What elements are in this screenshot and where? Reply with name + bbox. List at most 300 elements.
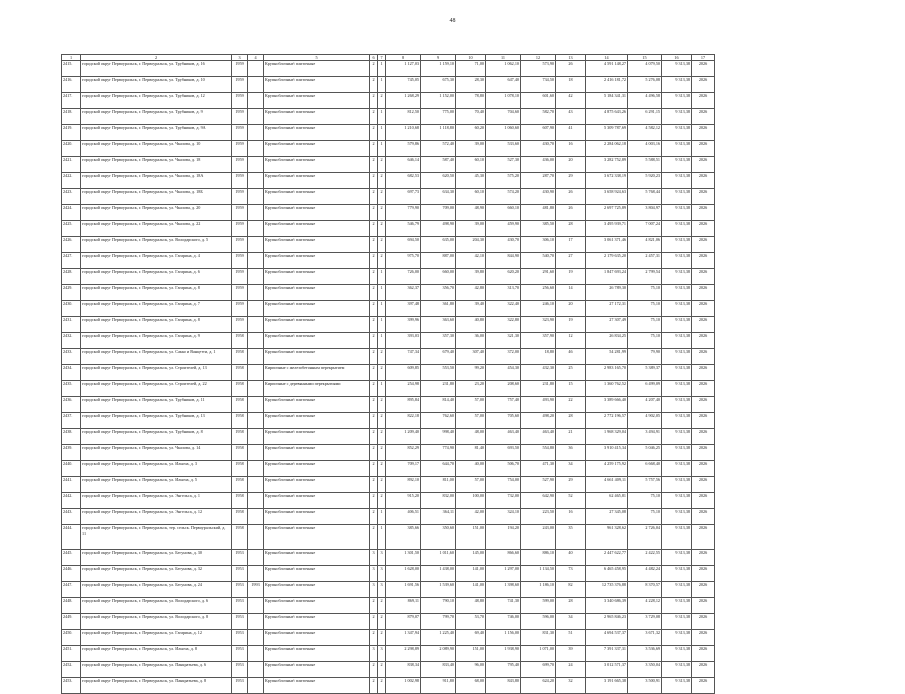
unit-cost-cell: 5 768,44 — [628, 189, 662, 205]
residents-cell: 18 — [556, 77, 586, 93]
entrances-cell: 2 — [378, 221, 386, 237]
floors-cell: 2 — [370, 445, 378, 461]
owned-area-cell: 430,90 — [521, 189, 556, 205]
wall-material-cell: Крупноблочные\ плиточные — [264, 598, 370, 614]
unit-cost-cell: 2 726,04 — [628, 525, 662, 550]
floors-cell: 2 — [370, 125, 378, 141]
owned-area-cell: 527,90 — [521, 477, 556, 493]
build-year-cell: 1959 — [232, 237, 248, 253]
floors-cell: 2 — [370, 205, 378, 221]
entrances-cell: 1 — [378, 109, 386, 125]
reconstruction-year-cell — [248, 566, 264, 582]
build-year-cell: 1958 — [232, 365, 248, 381]
column-number-cell: 11 — [486, 55, 521, 61]
floors-cell: 2 — [370, 61, 378, 77]
residential-area-cell: 1 938,90 — [486, 646, 521, 662]
entrances-cell: 2 — [378, 429, 386, 445]
owned-area-cell: 481,80 — [521, 205, 556, 221]
max-unit-cost-cell: 9 313,38 — [662, 678, 692, 694]
nonresidential-area-cell: 60,10 — [456, 189, 486, 205]
build-year-cell: 1959 — [232, 141, 248, 157]
owned-area-cell: 323,90 — [521, 317, 556, 333]
plan-year-cell: 2026 — [692, 173, 715, 189]
row-number-cell: 2450. — [62, 630, 81, 646]
row-number-cell: 2445. — [62, 550, 81, 566]
total-area-cell: 406,51 — [386, 509, 421, 525]
address-cell: городской округ Первоуральск, г. Первоуральск, ул. Чкалова, д. 14 — [81, 445, 232, 461]
wall-material-cell: Крупноблочные\ плиточные — [264, 253, 370, 269]
residents-cell: 82 — [556, 582, 586, 598]
cost-cell: 1 360 762,52 — [586, 381, 628, 397]
max-unit-cost-cell: 9 313,38 — [662, 550, 692, 566]
cost-cell: 2 447 622,77 — [586, 550, 628, 566]
reconstruction-year-cell — [248, 598, 264, 614]
unit-cost-cell: 79,90 — [628, 349, 662, 365]
nonresidential-area-cell: 42,80 — [456, 285, 486, 301]
entrances-cell: 2 — [378, 477, 386, 493]
unit-cost-cell: 7 007,24 — [628, 221, 662, 237]
row-number-cell: 2435. — [62, 381, 81, 397]
build-year-cell: 1953 — [232, 630, 248, 646]
cost-cell: 4 875 643,26 — [586, 109, 628, 125]
premises-area-cell: 2 089,90 — [421, 646, 456, 662]
premises-area-cell: 1 438,00 — [421, 566, 456, 582]
entrances-cell: 1 — [378, 381, 386, 397]
address-cell: городской округ Первоуральск, г. Первоуральск, ул. Гагарина, д. 12 — [81, 630, 232, 646]
entrances-cell: 3 — [378, 550, 386, 566]
premises-area-cell: 350,60 — [421, 525, 456, 550]
reconstruction-year-cell — [248, 61, 264, 77]
residents-cell: 36 — [556, 445, 586, 461]
entrances-cell: 2 — [378, 173, 386, 189]
nonresidential-area-cell: 151,00 — [456, 646, 486, 662]
nonresidential-area-cell: 53,70 — [456, 614, 486, 630]
floors-cell: 2 — [370, 397, 378, 413]
max-unit-cost-cell: 9 313,38 — [662, 285, 692, 301]
build-year-cell: 1953 — [232, 678, 248, 694]
total-area-cell: 895,84 — [386, 397, 421, 413]
owned-area-cell: 1 186,10 — [521, 582, 556, 598]
wall-material-cell: Крупноблочные\ плиточные — [264, 493, 370, 509]
plan-year-cell: 2026 — [692, 157, 715, 173]
unit-cost-cell: 2 799,54 — [628, 269, 662, 285]
cost-cell: 2 179 635,20 — [586, 253, 628, 269]
floors-cell: 2 — [370, 598, 378, 614]
plan-year-cell: 2026 — [692, 285, 715, 301]
floors-cell: 2 — [370, 285, 378, 301]
residential-area-cell: 1 156,00 — [486, 630, 521, 646]
residents-cell: 28 — [556, 413, 586, 429]
table-row — [62, 253, 715, 269]
nonresidential-area-cell: 68,00 — [456, 678, 486, 694]
residents-cell: 22 — [556, 397, 586, 413]
reconstruction-year-cell — [248, 349, 264, 365]
build-year-cell: 1953 — [232, 614, 248, 630]
nonresidential-area-cell: 42,00 — [456, 509, 486, 525]
wall-material-cell: Крупноблочные\ плиточные — [264, 77, 370, 93]
build-year-cell: 1959 — [232, 109, 248, 125]
unit-cost-cell: 5 920,23 — [628, 173, 662, 189]
total-area-cell: 779,90 — [386, 205, 421, 221]
wall-material-cell: Крупноблочные\ плиточные — [264, 221, 370, 237]
floors-cell: 2 — [370, 365, 378, 381]
unit-cost-cell: 5 588,51 — [628, 157, 662, 173]
max-unit-cost-cell: 9 313,38 — [662, 646, 692, 662]
cost-cell: 27 345,08 — [586, 509, 628, 525]
floors-cell: 2 — [370, 189, 378, 205]
row-number-cell: 2418. — [62, 109, 81, 125]
reconstruction-year-cell — [248, 550, 264, 566]
cost-cell: 3 495 939,71 — [586, 221, 628, 237]
table-row — [62, 493, 715, 509]
reconstruction-year-cell — [248, 285, 264, 301]
plan-year-cell: 2026 — [692, 397, 715, 413]
entrances-cell: 2 — [378, 157, 386, 173]
nonresidential-area-cell: 40,80 — [456, 317, 486, 333]
premises-area-cell: 635,00 — [421, 237, 456, 253]
reconstruction-year-cell — [248, 173, 264, 189]
residents-cell: 16 — [556, 509, 586, 525]
wall-material-cell: Крупноблочные\ плиточные — [264, 205, 370, 221]
residents-cell: 32 — [556, 678, 586, 694]
unit-cost-cell: 5 276,08 — [628, 77, 662, 93]
residents-cell: 26 — [556, 189, 586, 205]
owned-area-cell: 430,70 — [521, 141, 556, 157]
build-year-cell: 1959 — [232, 269, 248, 285]
table-row — [62, 173, 715, 189]
column-number-cell: 15 — [628, 55, 662, 61]
floors-cell: 3 — [370, 566, 378, 582]
premises-area-cell: 357,30 — [421, 333, 456, 349]
cost-cell: 4 259 175,92 — [586, 461, 628, 477]
address-cell: городской округ Первоуральск, г. Первоуральск, ул. Трубников, д. 10 — [81, 77, 232, 93]
cost-cell: 1 847 693,24 — [586, 269, 628, 285]
total-area-cell: 254,98 — [386, 381, 421, 397]
plan-year-cell: 2026 — [692, 221, 715, 237]
reconstruction-year-cell — [248, 301, 264, 317]
reconstruction-year-cell — [248, 141, 264, 157]
cost-cell: 3 910 415,34 — [586, 445, 628, 461]
reconstruction-year-cell — [248, 93, 264, 109]
floors-cell: 2 — [370, 157, 378, 173]
row-number-cell: 2453. — [62, 678, 81, 694]
row-number-cell: 2441. — [62, 477, 81, 493]
owned-area-cell: 223,50 — [521, 509, 556, 525]
max-unit-cost-cell: 9 313,38 — [662, 317, 692, 333]
unit-cost-cell: 75,10 — [628, 317, 662, 333]
column-number-cell: 16 — [662, 55, 692, 61]
nonresidential-area-cell: 60,10 — [456, 157, 486, 173]
cost-cell: 1 968 329,04 — [586, 429, 628, 445]
entrances-cell: 3 — [378, 646, 386, 662]
floors-cell: 2 — [370, 429, 378, 445]
row-number-cell: 2431. — [62, 317, 81, 333]
residents-cell: 46 — [556, 349, 586, 365]
entrances-cell: 1 — [378, 61, 386, 77]
max-unit-cost-cell: 9 313,38 — [662, 397, 692, 413]
address-cell: городской округ Первоуральск, г. Первоуральск, ул. Гагарина, д. 6 — [81, 269, 232, 285]
premises-area-cell: 775,00 — [421, 109, 456, 125]
max-unit-cost-cell: 9 313,38 — [662, 301, 692, 317]
residential-area-cell: 1 078,10 — [486, 93, 521, 109]
residential-area-cell: 620,20 — [486, 269, 521, 285]
residential-area-cell: 1 398,60 — [486, 582, 521, 598]
address-cell: городской округ Первоуральск, г. Первоуральск, ул. Ильича, д. 8 — [81, 646, 232, 662]
unit-cost-cell: 4 582,12 — [628, 125, 662, 141]
address-cell: городской округ Первоуральск, г. Первоуральск, ул. Энгельса, д. 1 — [81, 493, 232, 509]
reconstruction-year-cell — [248, 365, 264, 381]
unit-cost-cell: 3 729,08 — [628, 614, 662, 630]
residential-area-cell: 459,90 — [486, 221, 521, 237]
residential-area-cell: 322,80 — [486, 317, 521, 333]
plan-year-cell: 2026 — [692, 525, 715, 550]
premises-area-cell: 634,30 — [421, 189, 456, 205]
residents-cell: 17 — [556, 237, 586, 253]
plan-year-cell: 2026 — [692, 269, 715, 285]
residents-cell: 19 — [556, 269, 586, 285]
max-unit-cost-cell: 9 313,38 — [662, 525, 692, 550]
cost-cell: 6 465 458,95 — [586, 566, 628, 582]
plan-year-cell: 2026 — [692, 413, 715, 429]
address-cell: городской округ Первоуральск, г. Первоуральск, ул. Гагарина, д. 8 — [81, 317, 232, 333]
premises-area-cell: 790,10 — [421, 598, 456, 614]
reconstruction-year-cell — [248, 189, 264, 205]
row-number-cell: 2436. — [62, 397, 81, 413]
residents-cell: 52 — [556, 493, 586, 509]
residents-cell: 73 — [556, 566, 586, 582]
cost-cell: 3 061 371,46 — [586, 237, 628, 253]
floors-cell: 2 — [370, 678, 378, 694]
column-number-cell: 14 — [586, 55, 628, 61]
row-number-cell: 2433. — [62, 349, 81, 365]
nonresidential-area-cell: 96,00 — [456, 662, 486, 678]
max-unit-cost-cell: 9 313,38 — [662, 205, 692, 221]
row-number-cell: 2424. — [62, 205, 81, 221]
table-row — [62, 662, 715, 678]
floors-cell: 2 — [370, 630, 378, 646]
build-year-cell: 1959 — [232, 157, 248, 173]
unit-cost-cell: 2 422,55 — [628, 550, 662, 566]
nonresidential-area-cell: 81,40 — [456, 445, 486, 461]
reconstruction-year-cell — [248, 525, 264, 550]
residential-area-cell: 321,30 — [486, 333, 521, 349]
max-unit-cost-cell: 9 313,38 — [662, 237, 692, 253]
residents-cell: 35 — [556, 525, 586, 550]
cost-cell: 54 281,99 — [586, 349, 628, 365]
owned-area-cell: 554,80 — [521, 445, 556, 461]
residential-area-cell: 1 060,60 — [486, 125, 521, 141]
floors-cell: 2 — [370, 614, 378, 630]
wall-material-cell: Крупноблочные\ плиточные — [264, 477, 370, 493]
nonresidential-area-cell: 23,20 — [456, 381, 486, 397]
build-year-cell: 1959 — [232, 205, 248, 221]
total-area-cell: 546,79 — [386, 221, 421, 237]
max-unit-cost-cell: 9 313,38 — [662, 566, 692, 582]
build-year-cell: 1958 — [232, 493, 248, 509]
wall-material-cell: Крупноблочные\ плиточные — [264, 125, 370, 141]
plan-year-cell: 2026 — [692, 189, 715, 205]
table-row — [62, 397, 715, 413]
total-area-cell: 385,66 — [386, 525, 421, 550]
max-unit-cost-cell: 9 313,38 — [662, 157, 692, 173]
table-row — [62, 365, 715, 381]
residents-cell: 21 — [556, 429, 586, 445]
premises-area-cell: 587,40 — [421, 157, 456, 173]
nonresidential-area-cell: 204,30 — [456, 237, 486, 253]
total-area-cell: 2 298,89 — [386, 646, 421, 662]
premises-area-cell: 1 011,60 — [421, 550, 456, 566]
address-cell: городской округ Первоуральск, г. Первоуральск, ул. Чкалова, д. 18 — [81, 157, 232, 173]
row-number-cell: 2415. — [62, 61, 81, 77]
address-cell: городской округ Первоуральск, г. Первоуральск, ул. Чкалова, д. 20 — [81, 205, 232, 221]
address-cell: городской округ Первоуральск, г. Первоуральск, ул. Чкалова, д. 18А — [81, 173, 232, 189]
nonresidential-area-cell: 28,30 — [456, 77, 486, 93]
build-year-cell: 1958 — [232, 381, 248, 397]
cost-cell: 27 307,49 — [586, 317, 628, 333]
reconstruction-year-cell — [248, 662, 264, 678]
column-number-cell: 7 — [378, 55, 386, 61]
nonresidential-area-cell: 39,40 — [456, 301, 486, 317]
premises-area-cell: 675,30 — [421, 77, 456, 93]
address-cell: городской округ Первоуральск, г. Первоуральск, ул. Бегунова, д. 30 — [81, 550, 232, 566]
owned-area-cell: 1 071,00 — [521, 646, 556, 662]
build-year-cell: 1958 — [232, 349, 248, 365]
address-cell: городской округ Первоуральск, г. Первоуральск, ул. Гагарина, д. 9 — [81, 333, 232, 349]
max-unit-cost-cell: 9 313,38 — [662, 173, 692, 189]
premises-area-cell: 911,80 — [421, 678, 456, 694]
entrances-cell: 2 — [378, 349, 386, 365]
plan-year-cell: 2026 — [692, 662, 715, 678]
premises-area-cell: 774,90 — [421, 445, 456, 461]
max-unit-cost-cell: 9 313,38 — [662, 269, 692, 285]
table-row — [62, 477, 715, 493]
max-unit-cost-cell: 9 313,38 — [662, 221, 692, 237]
column-number-cell: 10 — [456, 55, 486, 61]
entrances-cell: 2 — [378, 598, 386, 614]
plan-year-cell: 2026 — [692, 614, 715, 630]
cost-cell: 961 328,62 — [586, 525, 628, 550]
total-area-cell: 1 268,29 — [386, 93, 421, 109]
plan-year-cell: 2026 — [692, 61, 715, 77]
max-unit-cost-cell: 9 313,38 — [662, 598, 692, 614]
unit-cost-cell: 5 046,25 — [628, 445, 662, 461]
residential-area-cell: 454,30 — [486, 365, 521, 381]
floors-cell: 2 — [370, 509, 378, 525]
entrances-cell: 2 — [378, 493, 386, 509]
wall-material-cell: Кирпичные с деревянными перекрытиями — [264, 381, 370, 397]
address-cell: городской округ Первоуральск, г. Первоуральск, ул. Ильича, д. 5 — [81, 477, 232, 493]
premises-area-cell: 572,40 — [421, 141, 456, 157]
row-number-cell: 2422. — [62, 173, 81, 189]
total-area-cell: 879,07 — [386, 614, 421, 630]
premises-area-cell: 1 539,60 — [421, 582, 456, 598]
table-row — [62, 333, 715, 349]
cost-cell: 5 309 787,69 — [586, 125, 628, 141]
row-number-cell: 2423. — [62, 189, 81, 205]
reconstruction-year-cell — [248, 413, 264, 429]
unit-cost-cell: 4 482,24 — [628, 566, 662, 582]
owned-area-cell: 432,30 — [521, 365, 556, 381]
floors-cell: 2 — [370, 662, 378, 678]
premises-area-cell: 832,00 — [421, 493, 456, 509]
table-row — [62, 237, 715, 253]
plan-year-cell: 2026 — [692, 477, 715, 493]
table-row — [62, 317, 715, 333]
row-number-cell: 2447. — [62, 582, 81, 598]
unit-cost-cell: 3 804,97 — [628, 205, 662, 221]
total-area-cell: 1 691,56 — [386, 582, 421, 598]
max-unit-cost-cell: 9 313,38 — [662, 125, 692, 141]
cost-cell: 62 465,81 — [586, 493, 628, 509]
wall-material-cell: Крупноблочные\ плиточные — [264, 429, 370, 445]
build-year-cell: 1959 — [232, 173, 248, 189]
build-year-cell: 1958 — [232, 397, 248, 413]
build-year-cell: 1959 — [232, 125, 248, 141]
total-area-cell: 1 210,68 — [386, 125, 421, 141]
residents-cell: 29 — [556, 477, 586, 493]
premises-area-cell: 361,80 — [421, 301, 456, 317]
wall-material-cell: Крупноблочные\ плиточные — [264, 397, 370, 413]
address-cell: городской округ Первоуральск, г. Первоуральск, ул. Трубников, д. 11 — [81, 397, 232, 413]
column-number-cell: 8 — [386, 55, 421, 61]
table-row — [62, 646, 715, 662]
residents-cell: 14 — [556, 285, 586, 301]
wall-material-cell: Крупноблочные\ плиточные — [264, 646, 370, 662]
floors-cell: 2 — [370, 77, 378, 93]
address-cell: городской округ Первоуральск, г. Первоуральск, ул. Трубников, д. 9 — [81, 109, 232, 125]
build-year-cell: 1959 — [232, 61, 248, 77]
floors-cell: 2 — [370, 333, 378, 349]
reconstruction-year-cell — [248, 221, 264, 237]
wall-material-cell: Кирпичные с железобетонным перекрытием — [264, 365, 370, 381]
build-year-cell: 1958 — [232, 461, 248, 477]
total-area-cell: 745,05 — [386, 77, 421, 93]
residents-cell: 16 — [556, 141, 586, 157]
reconstruction-year-cell — [248, 109, 264, 125]
floors-cell: 2 — [370, 141, 378, 157]
table-row — [62, 125, 715, 141]
owned-area-cell: 699,70 — [521, 662, 556, 678]
residents-cell: 51 — [556, 630, 586, 646]
owned-area-cell: 287,70 — [521, 173, 556, 189]
column-number-cell: 3 — [232, 55, 248, 61]
column-number-cell: 13 — [556, 55, 586, 61]
row-number-cell: 2417. — [62, 93, 81, 109]
floors-cell: 3 — [370, 582, 378, 598]
page-number: 48 — [449, 18, 456, 24]
residential-area-cell: 506,70 — [486, 461, 521, 477]
entrances-cell: 2 — [378, 253, 386, 269]
table-row — [62, 509, 715, 525]
residential-area-cell: 322,40 — [486, 301, 521, 317]
reconstruction-year-cell — [248, 646, 264, 662]
wall-material-cell: Крупноблочные\ плиточные — [264, 630, 370, 646]
owned-area-cell: 886,10 — [521, 550, 556, 566]
cost-cell: 2 284 062,18 — [586, 141, 628, 157]
premises-area-cell: 679,40 — [421, 349, 456, 365]
row-number-cell: 2439. — [62, 445, 81, 461]
unit-cost-cell: 3 350,04 — [628, 662, 662, 678]
premises-area-cell: 231,80 — [421, 381, 456, 397]
build-year-cell: 1958 — [232, 429, 248, 445]
max-unit-cost-cell: 9 313,38 — [662, 445, 692, 461]
unit-cost-cell: 5 389,37 — [628, 365, 662, 381]
wall-material-cell: Крупноблочные\ плиточные — [264, 662, 370, 678]
row-number-cell: 2448. — [62, 598, 81, 614]
wall-material-cell: Крупноблочные\ плиточные — [264, 413, 370, 429]
address-cell: городской округ Первоуральск, г. Первоуральск, ул. Володарского, д. 5 — [81, 237, 232, 253]
address-cell: городской округ Первоуральск, г. Первоуральск, тер. сельск. Первоуральский, д. 11 — [81, 525, 232, 550]
